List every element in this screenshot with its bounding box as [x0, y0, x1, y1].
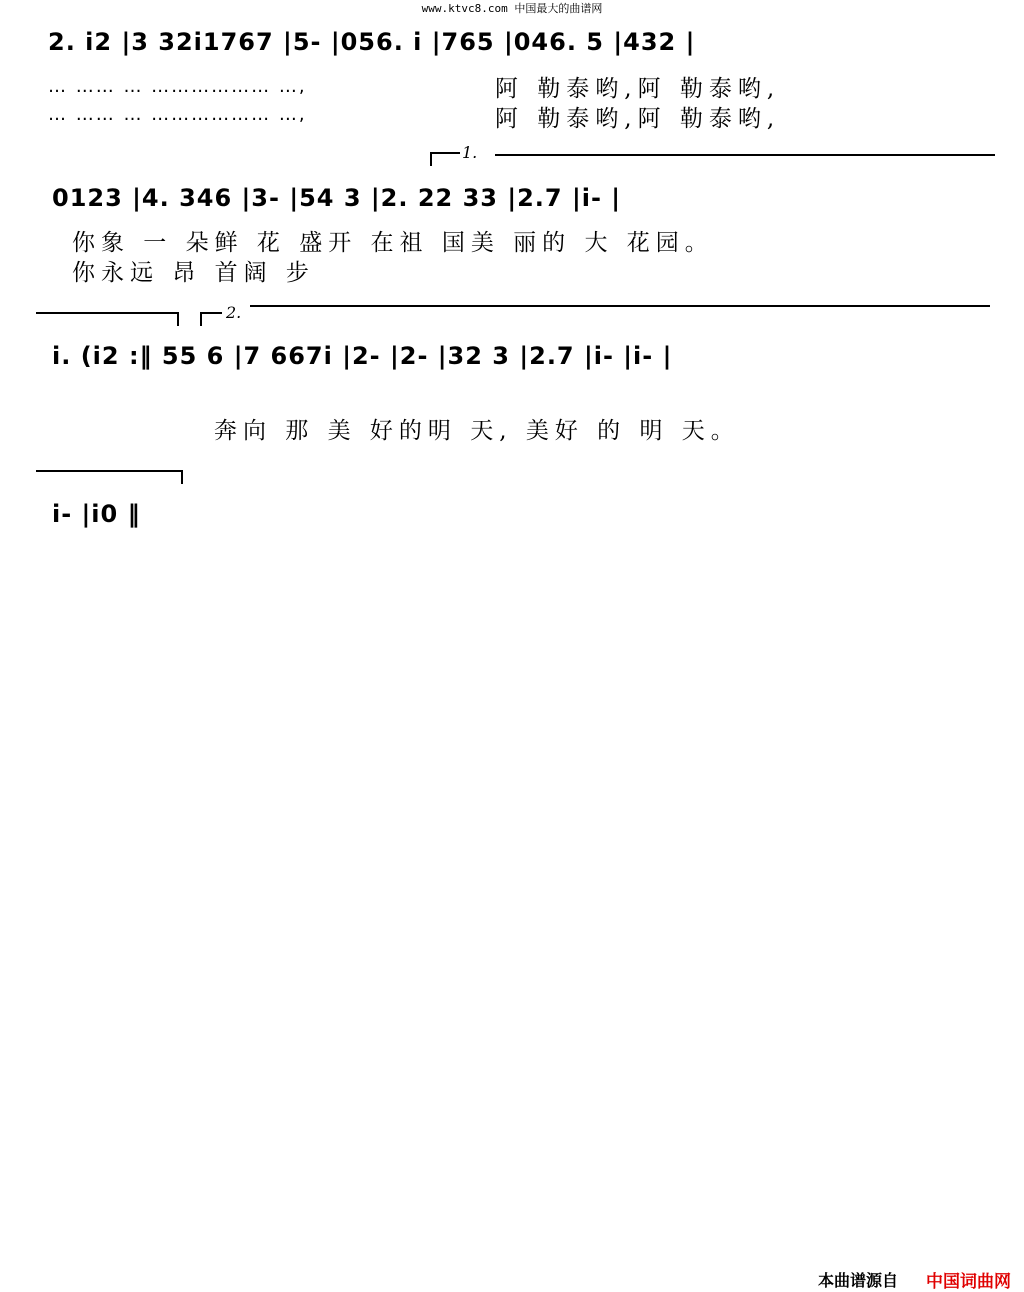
footer-brand-link[interactable]: 中国词曲网: [926, 1272, 1011, 1292]
volta2-label: 2.: [226, 303, 242, 322]
line1-lyrics-2: 阿 勒泰哟,阿 勒泰哟,: [495, 106, 781, 132]
line1-dots-1: … …… … ……………… …,: [48, 76, 307, 97]
line2-lyrics-2: 你永远 昂 首阔 步: [72, 260, 315, 286]
volta1-hook: [430, 152, 432, 166]
footer-source-label: 本曲谱源自: [818, 1271, 899, 1290]
site-header: www.ktvc8.com 中国最大的曲谱网: [421, 2, 603, 15]
line3-notes: i. (i2 :‖ 55 6 |7 667i |2- |2- |32 3 |2.7 |i- |i- |: [52, 342, 673, 370]
line1-dots-2: … …… … ……………… …,: [48, 104, 307, 125]
volta2-hook: [200, 312, 202, 326]
line4-notes: i- |i0 ‖: [52, 500, 141, 528]
volta1-label: 1.: [462, 143, 478, 162]
line1-lyrics-1: 阿 勒泰哟,阿 勒泰哟,: [495, 76, 781, 102]
line1-notes: 2. i2 |3 32i1767 |5- |056. i |765 |046. 5 |432 |: [48, 28, 696, 56]
line2-notes: 0123 |4. 346 |3- |54 3 |2. 22 33 |2.7 |i- |: [52, 184, 622, 212]
volta-end-hook: [177, 312, 179, 326]
line4-bracket-hook: [181, 470, 183, 484]
line2-lyrics-1: 你象 一 朵鲜 花 盛开 在祖 国美 丽的 大 花园。: [72, 230, 714, 256]
volta1-bracket: [430, 152, 460, 154]
volta-end-line: [36, 312, 178, 314]
line3-lyrics: 奔向 那 美 好的明 天, 美好 的 明 天。: [214, 418, 740, 444]
line4-bracket-line: [36, 470, 182, 472]
volta2-bracket: [200, 312, 222, 314]
volta1-bracket-line: [495, 154, 995, 156]
volta2-bracket-line: [250, 305, 990, 307]
